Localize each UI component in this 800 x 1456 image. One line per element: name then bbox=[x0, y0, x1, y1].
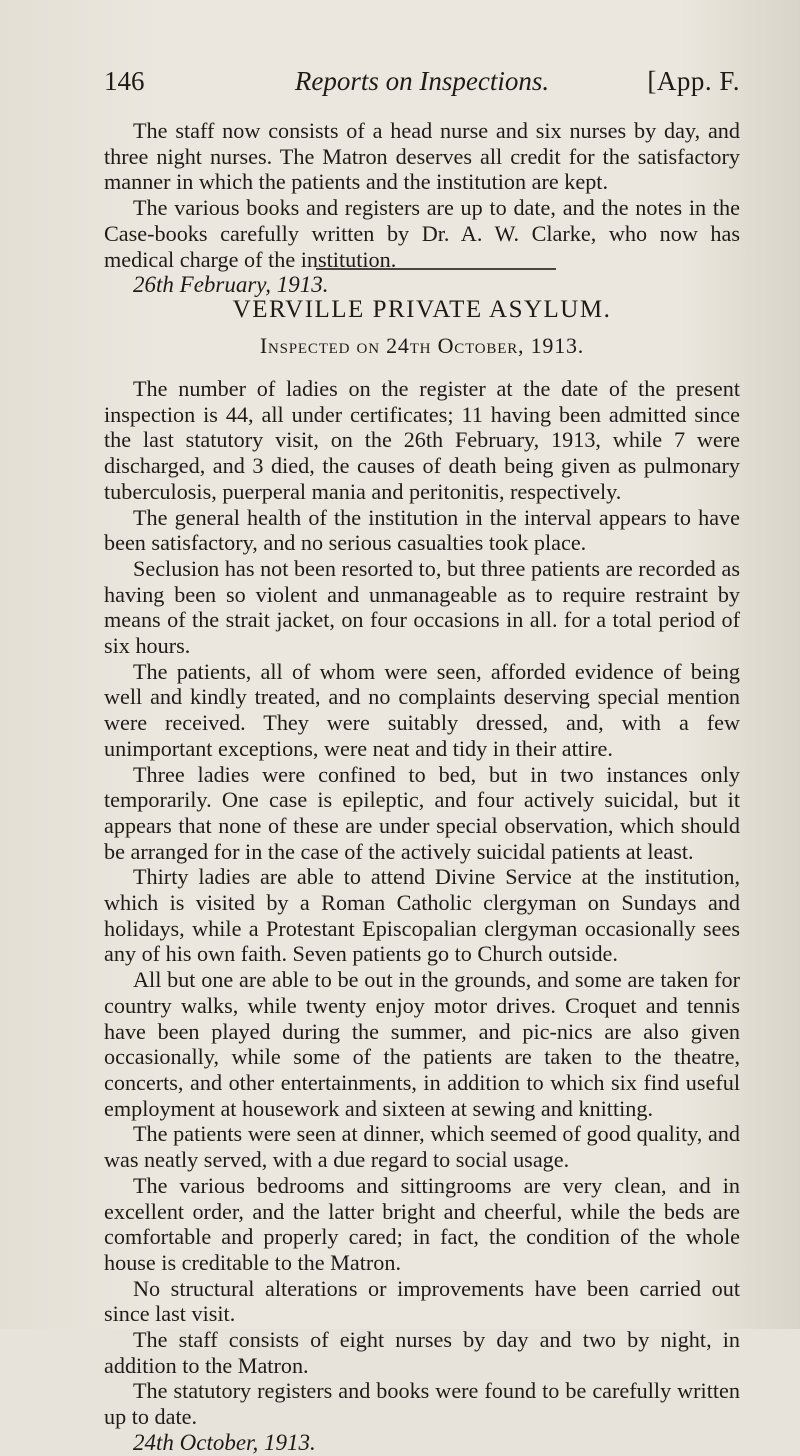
paragraph: The staff now consists of a head nurse and six nurses by day, and three night nurses. The Matron deserves all credit for the satisfactory manner in which the patients and the institution are kept. bbox=[104, 118, 740, 195]
section-title: VERVILLE PRIVATE ASYLUM. bbox=[232, 296, 612, 323]
page-number: 146 bbox=[104, 66, 145, 96]
main-report bbox=[104, 376, 740, 1456]
paragraph: The number of ladies on the register at the date of the present inspection is 44, all under certificates; 11 having been admitted since the last statutory visit, on the 26th February, 1913, while 7 were discharged, and 3 died, the causes of death being given as pulmonary tuberculosis, puerperal mania and peritonitis, respectively. bbox=[104, 376, 740, 504]
paragraph: The statutory registers and books were found to be carefully written up to date. bbox=[104, 1378, 740, 1430]
running-title: Reports on Inspections. bbox=[294, 66, 550, 96]
previous-report bbox=[104, 118, 740, 298]
paragraph: The general health of the institution in the interval appears to have been satisfactory, and no serious casualties took place. bbox=[104, 504, 740, 556]
paragraph: Seclusion has not been resorted to, but three patients are recorded as having been so violent and unmanageable as to require restraint by means of the strait jacket, on four occasions in all. for a total period of six hours. bbox=[104, 555, 740, 659]
paragraph: No structural alterations or improvements have been carried out since last visit. bbox=[104, 1275, 740, 1327]
running-head bbox=[104, 66, 740, 102]
paragraph: The staff consists of eight nurses by day and two by night, in addition to the Matron. bbox=[104, 1327, 740, 1378]
appendix-label: [App. F. bbox=[647, 66, 740, 96]
paragraph: The patients, all of whom were seen, afforded evidence of being well and kindly treated, and no complaints deserving special mention were received. They were suitably dressed, and, with a few unimportant exceptions, were neat and tidy in their attire. bbox=[104, 658, 740, 761]
report-date: 24th October, 1913. bbox=[133, 1429, 316, 1455]
section-divider bbox=[316, 268, 556, 270]
paragraph: Three ladies were confined to bed, but in two instances only temporarily. One case is epileptic, and four actively suicidal, but it appears that none of these are under special observation, which should be arranged for in the case of the actively suicidal patients at least. bbox=[104, 761, 740, 864]
paragraph: Thirty ladies are able to attend Divine Service at the institution, which is visited by a Roman Catholic clergyman on Sundays and holidays, while a Protestant Episcopalian clergyman occasionally sees any of his own faith. Seven patients go to Church outside. bbox=[104, 864, 740, 967]
paragraph: The patients were seen at dinner, which seemed of good quality, and was neatly served, with a due regard to social usage. bbox=[104, 1121, 740, 1173]
inspection-date-line: Inspected on 24th October, 1913. bbox=[259, 333, 585, 358]
paragraph: The various bedrooms and sittingrooms are very clean, and in excellent order, and the latter bright and cheerful, while the beds are comfortable and properly cared; in fact, the condition of the whole house is creditable to the Matron. bbox=[104, 1172, 740, 1275]
paragraph: All but one are able to be out in the grounds, and some are taken for country walks, while twenty enjoy motor drives. Croquet and tennis have been played during the summer, and pic-nics are also given occasionally, while some of the patients are taken to the theatre, concerts, and other entertainments, in addition to which six find useful employment at housework and sixteen at sewing and knitting. bbox=[104, 967, 740, 1121]
paragraph: The various books and registers are up to date, and the notes in the Case-books carefully written by Dr. A. W. Clarke, who now has medical charge of the institution. bbox=[104, 195, 740, 272]
report-date: 26th February, 1913. bbox=[133, 272, 329, 298]
